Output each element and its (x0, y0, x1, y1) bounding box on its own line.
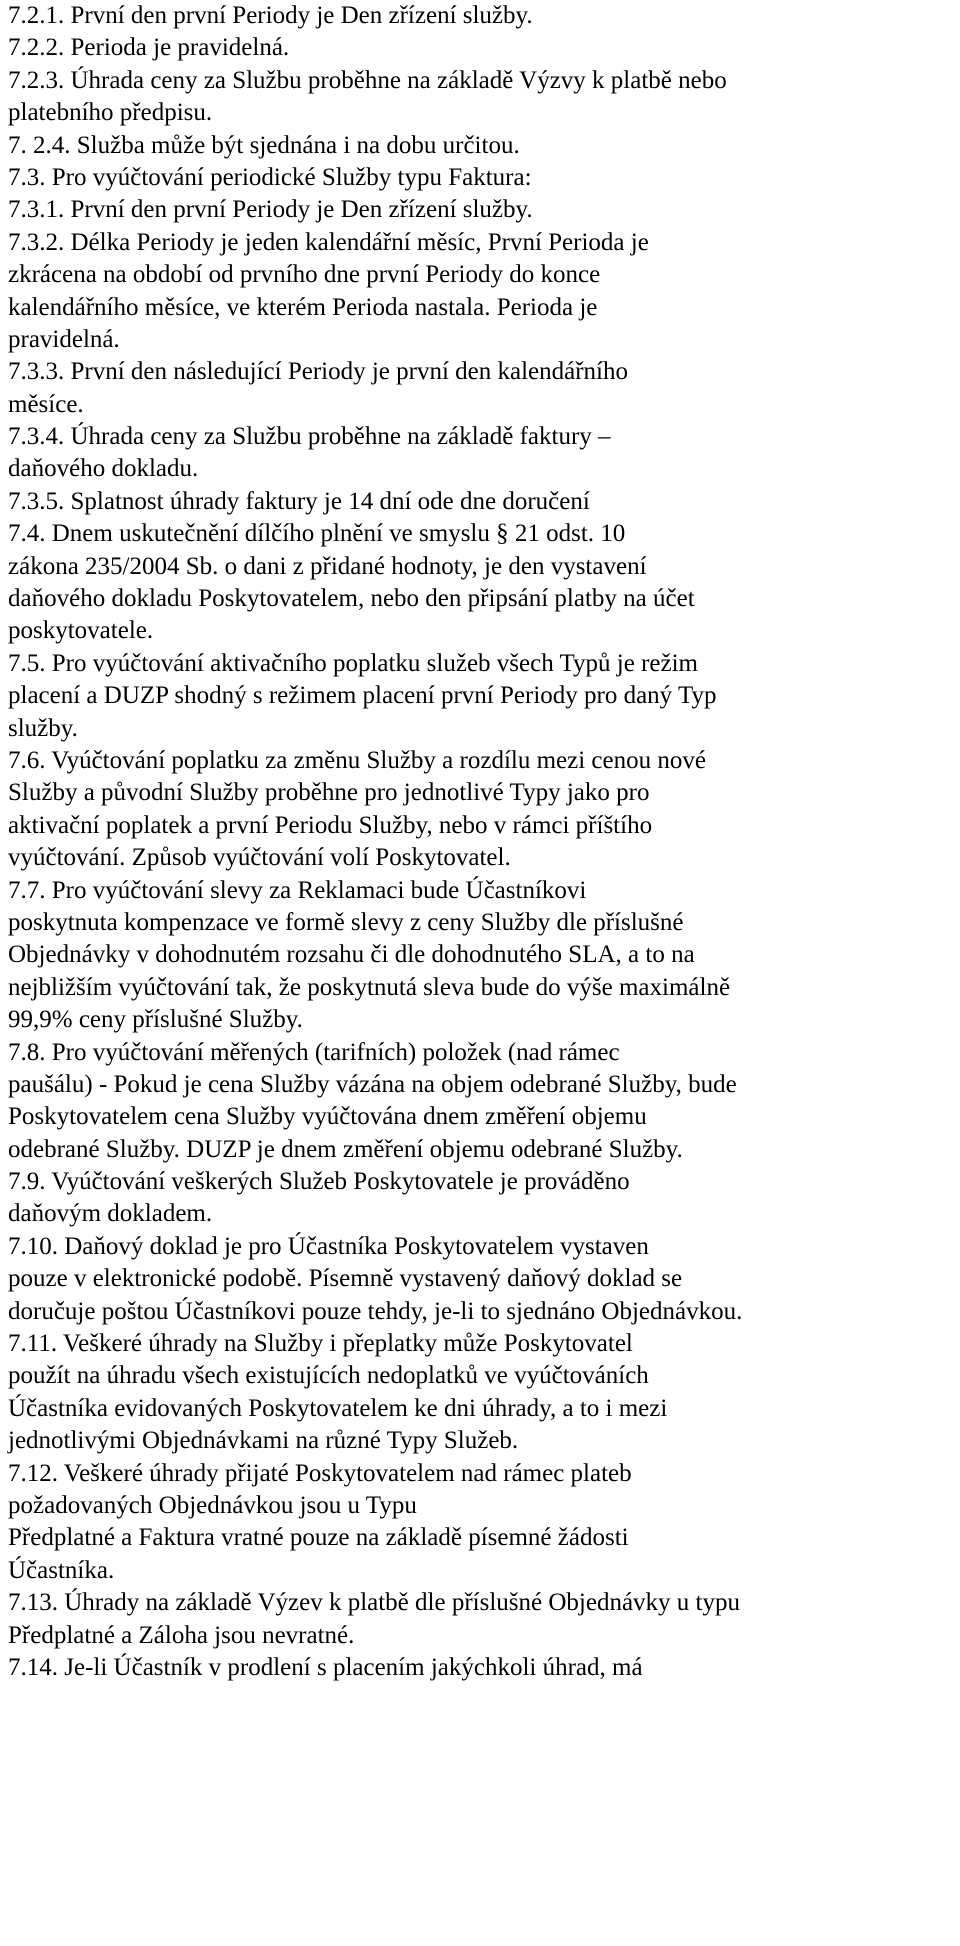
text-line: vyúčtování. Způsob vyúčtování volí Poskytovatel. (8, 844, 511, 872)
text-line: 7.8. Pro vyúčtování měřených (tarifních) položek (nad rámec (8, 1038, 620, 1066)
text-line: 7.14. Je-li Účastník v prodlení s placením jakýchkoli úhrad, má (8, 1653, 643, 1681)
text-line: pravidelná. (8, 325, 120, 353)
text-line: 7.10. Daňový doklad je pro Účastníka Poskytovatelem vystaven (8, 1232, 649, 1260)
text-line: 7.11. Veškeré úhrady na Služby i přeplatky může Poskytovatel (8, 1330, 633, 1358)
text-line: 7.2.1. První den první Periody je Den zřízení služby. (8, 2, 533, 29)
text-line: poskytovatele. (8, 617, 154, 645)
text-line: Účastníka. (8, 1556, 115, 1584)
text-line: 7.3.2. Délka Periody je jeden kalendářní měsíc, První Perioda je (8, 228, 649, 256)
text-line: daňového dokladu Poskytovatelem, nebo den připsání platby na účet (8, 585, 695, 613)
text-line: platebního předpisu. (8, 99, 213, 127)
text-line: služby. (8, 714, 78, 742)
text-line: 99,9% ceny příslušné Služby. (8, 1006, 303, 1034)
text-line: doručuje poštou Účastníkovi pouze tehdy, je-li to sjednáno Objednávkou. (8, 1297, 743, 1325)
text-line: daňového dokladu. (8, 455, 199, 483)
text-line: 7.2.3. Úhrada ceny za Službu proběhne na základě Výzvy k platbě nebo (8, 66, 727, 94)
document-body (8, 0, 956, 1684)
text-line: 7.7. Pro vyúčtování slevy za Reklamaci bude Účastníkovi (8, 876, 587, 904)
text-line: 7.3.5. Splatnost úhrady faktury je 14 dní ode dne doručení (8, 487, 590, 515)
text-line: 7.2.2. Perioda je pravidelná. (8, 34, 290, 62)
text-line: kalendářního měsíce, ve kterém Perioda nastala. Perioda je (8, 293, 598, 321)
text-line: pouze v elektronické podobě. Písemně vystavený daňový doklad se (8, 1265, 683, 1293)
text-line: odebrané Služby. DUZP je dnem změření objemu odebrané Služby. (8, 1135, 683, 1163)
text-line: Účastníka evidovaných Poskytovatelem ke dni úhrady, a to i mezi (8, 1394, 668, 1422)
text-line: poskytnuta kompenzace ve formě slevy z ceny Služby dle příslušné (8, 908, 684, 936)
text-line: Objednávky v dohodnutém rozsahu či dle dohodnutého SLA, a to na (8, 941, 695, 969)
text-line: Poskytovatelem cena Služby vyúčtována dnem změření objemu (8, 1103, 647, 1131)
text-line: Předplatné a Faktura vratné pouze na základě písemné žádosti (8, 1524, 629, 1552)
text-line: 7.3.3. První den následující Periody je první den kalendářního (8, 358, 629, 386)
text-line: 7.4. Dnem uskutečnění dílčího plnění ve smyslu § 21 odst. 10 (8, 520, 626, 548)
text-line: 7.6. Vyúčtování poplatku za změnu Služby a rozdílu mezi cenou nové (8, 746, 706, 774)
text-line: placení a DUZP shodný s režimem placení první Periody pro daný Typ (8, 682, 717, 710)
text-line: nejbližším vyúčtování tak, že poskytnutá sleva bude do výše maximálně (8, 973, 731, 1001)
text-line: 7.9. Vyúčtování veškerých Služeb Poskytovatele je prováděno (8, 1168, 630, 1196)
text-line: použít na úhradu všech existujících nedoplatků ve vyúčtováních (8, 1362, 649, 1390)
text-line: 7.3.4. Úhrada ceny za Službu proběhne na základě faktury – (8, 423, 611, 451)
text-line: 7.5. Pro vyúčtování aktivačního poplatku služeb všech Typů je režim (8, 649, 698, 677)
text-line: 7.13. Úhrady na základě Výzev k platbě dle příslušné Objednávky u typu (8, 1589, 740, 1617)
text-line: 7.3. Pro vyúčtování periodické Služby typu Faktura: (8, 163, 532, 191)
text-line: daňovým dokladem. (8, 1200, 213, 1228)
text-line: 7. 2.4. Služba může být sjednána i na dobu určitou. (8, 131, 520, 159)
text-line: Předplatné a Záloha jsou nevratné. (8, 1621, 355, 1649)
text-line: Služby a původní Služby proběhne pro jednotlivé Typy jako pro (8, 779, 650, 807)
text-line: zákona 235/2004 Sb. o dani z přidané hodnoty, je den vystavení (8, 552, 647, 580)
text-line: paušálu) - Pokud je cena Služby vázána na objem odebrané Služby, bude (8, 1070, 737, 1098)
text-line: požadovaných Objednávkou jsou u Typu (8, 1491, 417, 1519)
text-line: zkrácena na období od prvního dne první Periody do konce (8, 261, 601, 289)
text-line: aktivační poplatek a první Periodu Služby, nebo v rámci příštího (8, 811, 653, 839)
text-line: 7.3.1. První den první Periody je Den zřízení služby. (8, 196, 533, 224)
text-line: měsíce. (8, 390, 84, 418)
text-line: 7.12. Veškeré úhrady přijaté Poskytovatelem nad rámec plateb (8, 1459, 632, 1487)
text-line: jednotlivými Objednávkami na různé Typy Služeb. (8, 1427, 519, 1455)
